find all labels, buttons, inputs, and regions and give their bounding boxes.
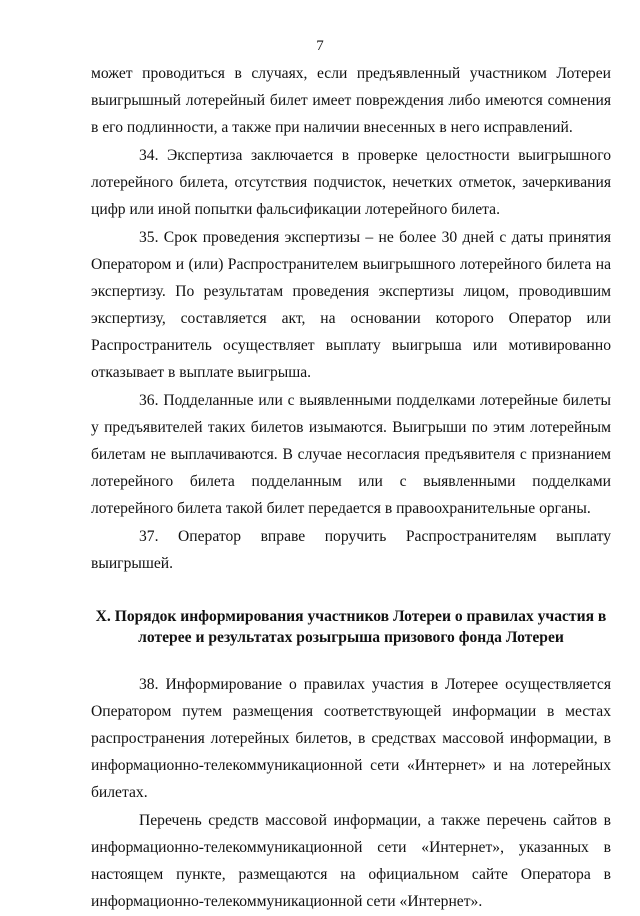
section-heading-line-2: лотерее и результатах розыгрыша призового фонда Лотереи (138, 629, 564, 646)
section-heading (91, 606, 611, 648)
paragraph-38: 38. Информирование о правилах участия в Лотерее осуществляется Оператором путем размещения соответствующей информации в местах распространения лотерейных билетов, в средствах массовой информации, в информационно-телекоммуникационной сети «Интернет» и на лотерейных билетах. (91, 676, 611, 801)
paragraph-media-list: Перечень средств массовой информации, а также перечень сайтов в информационно-телекоммуникационной сети «Интернет», указанных в настоящем пункте, размещаются на официальном сайте Оператора в информационно-телекоммуникационной сети «Интернет». (91, 812, 611, 910)
paragraph-continuation: может проводиться в случаях, если предъявленный участником Лотереи выигрышный лотерейный билет имеет повреждения либо имеются сомнения в его подлинности, а также при наличии внесенных в него исправлений. (91, 65, 611, 136)
paragraph-35: 35. Срок проведения экспертизы – не более 30 дней с даты принятия Оператором и (или) Распространителем выигрышного лотерейного билета на экспертизу. По результатам проведения экспертизы лицом, проводившим экспертизу, составляется акт, на основании которого Оператор или Распространитель осуществляет выплату выигрыша или мотивированно отказывает в выплате выигрыша. (91, 229, 611, 381)
paragraph-36: 36. Подделанные или с выявленными подделками лотерейные билеты у предъявителей таких билетов изымаются. Выигрыши по этим лотерейным билетам не выплачиваются. В случае несогласия предъявителя с признанием лотерейного билета подделанным или с выявленными подделками лотерейного билета такой билет передается в правоохранительные органы. (91, 392, 611, 517)
section-heading-line-1: X. Порядок информирования участников Лотереи о правилах участия в (95, 608, 607, 625)
document-body (91, 60, 611, 916)
paragraph-37: 37. Оператор вправе поручить Распространителям выплату выигрышей. (91, 528, 611, 572)
paragraph-34: 34. Экспертиза заключается в проверке целостности выигрышного лотерейного билета, отсутствия подчисток, нечетких отметок, зачеркивания цифр или иной попытки фальсификации лотерейного билета. (91, 147, 611, 218)
page-number: 7 (316, 38, 324, 54)
